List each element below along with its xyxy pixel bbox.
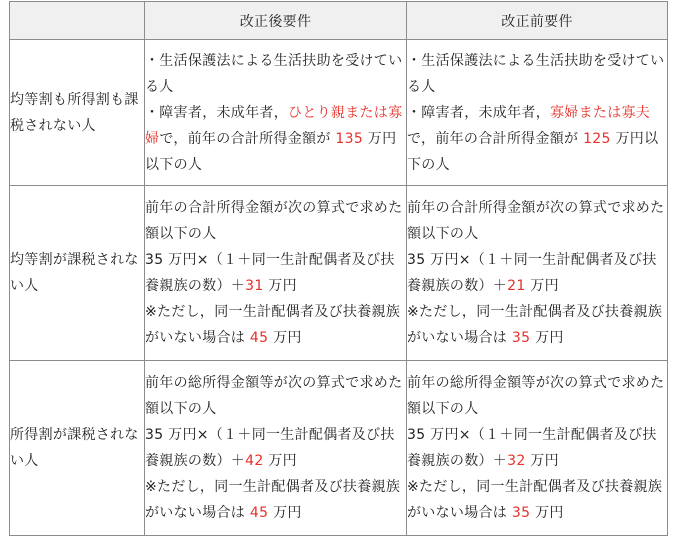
before-cell [407, 40, 668, 186]
row-label-text: 所得割が課税されない人 [10, 427, 139, 469]
before-note [407, 474, 667, 526]
before-note-text: ※ただし，同一生計配偶者及び扶養親族がいない場合は [407, 479, 663, 521]
after-formula-text: 35 万円×（１＋同一生計配偶者及び扶養親族の数）＋ [145, 252, 395, 294]
after-cell [145, 40, 407, 186]
table-row [10, 186, 668, 361]
after-note-text: ※ただし，同一生計配偶者及び扶養親族がいない場合は [145, 479, 401, 521]
after-formula-unit: 万円 [268, 278, 297, 294]
before-note-unit: 万円 [535, 330, 564, 346]
before-formula [407, 247, 667, 299]
before-line-2-middle: で，前年の合計所得金額が [407, 130, 579, 147]
after-line-2-middle: で，前年の合計所得金額が [159, 130, 331, 147]
after-cell [145, 361, 407, 536]
after-note [145, 299, 406, 351]
before-intro: 前年の総所得金額等が次の算式で求めた額以下の人 [407, 375, 665, 417]
after-note-unit: 万円 [273, 505, 302, 521]
after-note-amount: 45 [249, 505, 269, 521]
before-note-amount: 35 [511, 330, 531, 346]
before-formula-unit: 万円 [530, 278, 559, 294]
after-highlight: ひとり親または寡婦 [145, 104, 403, 147]
before-formula-text: 35 万円×（１＋同一生計配偶者及び扶養親族の数）＋ [407, 427, 657, 469]
header-row [10, 2, 668, 40]
row-label [10, 361, 145, 536]
header-corner-cell [10, 2, 145, 40]
row-label-text: 均等割も所得割も課税されない人 [10, 91, 139, 134]
after-line-2-end: 万円以下の人 [145, 130, 397, 173]
after-formula-unit: 万円 [268, 453, 297, 469]
before-note [407, 299, 667, 351]
header-after: 改正後要件 [145, 2, 407, 40]
after-formula-text: 35 万円×（１＋同一生計配偶者及び扶養親族の数）＋ [145, 427, 395, 469]
after-line-2 [145, 100, 406, 178]
before-note-text: ※ただし，同一生計配偶者及び扶養親族がいない場合は [407, 304, 663, 346]
before-amount: 125 [583, 130, 611, 147]
before-cell [407, 361, 668, 536]
after-cell [145, 186, 407, 361]
before-highlight: 寡婦または寡夫 [550, 104, 651, 121]
after-note-unit: 万円 [273, 330, 302, 346]
after-add-amount: 31 [245, 278, 264, 294]
before-formula [407, 422, 667, 474]
before-formula-unit: 万円 [530, 453, 559, 469]
after-formula [145, 247, 406, 299]
before-line-2-prefix: ・障害者，未成年者， [407, 104, 550, 121]
table-row [10, 361, 668, 536]
row-label-text: 均等割が課税されない人 [10, 252, 139, 294]
requirements-table [9, 1, 668, 536]
after-intro: 前年の合計所得金額が次の算式で求めた額以下の人 [145, 200, 403, 242]
after-line-2-prefix: ・障害者，未成年者， [145, 104, 288, 121]
after-intro: 前年の総所得金額等が次の算式で求めた額以下の人 [145, 375, 403, 417]
row-label [10, 40, 145, 186]
before-line-2-end: 万円以下の人 [407, 130, 659, 173]
before-line-1: ・生活保護法による生活扶助を受けている人 [407, 52, 665, 95]
after-note [145, 474, 406, 526]
before-intro: 前年の合計所得金額が次の算式で求めた額以下の人 [407, 200, 665, 242]
after-amount: 135 [335, 130, 364, 147]
before-add-amount: 32 [507, 453, 526, 469]
after-formula [145, 422, 406, 474]
after-line-1: ・生活保護法による生活扶助を受けている人 [145, 52, 403, 95]
after-note-amount: 45 [249, 330, 269, 346]
before-formula-text: 35 万円×（１＋同一生計配偶者及び扶養親族の数）＋ [407, 252, 657, 294]
row-label [10, 186, 145, 361]
before-note-unit: 万円 [535, 505, 564, 521]
before-line-2 [407, 100, 667, 178]
table-row [10, 40, 668, 186]
after-add-amount: 42 [245, 453, 264, 469]
header-before: 改正前要件 [407, 2, 668, 40]
before-note-amount: 35 [511, 505, 531, 521]
before-add-amount: 21 [507, 278, 526, 294]
before-cell [407, 186, 668, 361]
after-note-text: ※ただし，同一生計配偶者及び扶養親族がいない場合は [145, 304, 401, 346]
